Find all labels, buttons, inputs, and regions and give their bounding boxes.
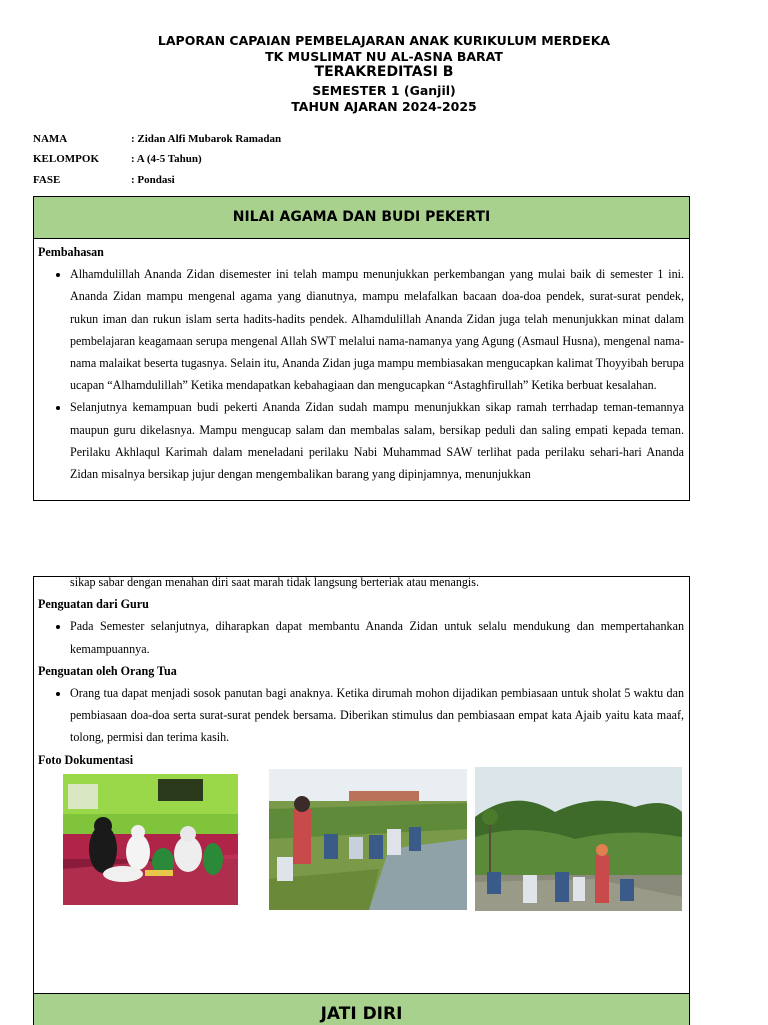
guru-item: • Pada Semester selanjutnya, diharapkan dapat membantu Ananda Zidan untuk selalu mendukung dan mempertahankan kemampuannya. xyxy=(70,615,684,659)
school-name: TK MUSLIMAT NU AL-ASNA BARAT xyxy=(265,49,503,64)
pembahasan-title: Pembahasan xyxy=(38,245,104,259)
documentation-photo-trees xyxy=(475,767,682,911)
section-agama-box-continued xyxy=(33,576,690,1025)
documentation-photo-classroom xyxy=(63,774,238,905)
guru-list xyxy=(38,615,684,659)
section-heading-jati-diri: JATI DIRI xyxy=(34,993,689,1025)
pembahasan-item: • Selanjutnya kemampuan budi pekerti Ananda Zidan sudah mampu menunjukkan sikap ramah terrhadap teman-temannya maupun guru dikelasnya. Mampu mengucap salam dan membalas salam, bersikap peduli dan saling empati kepada teman. Perilaku Akhlaqul Karimah dalam meneladani perilaku Nabi Muhammad SAW terlihat pada perilaku sehari-hari Ananda Zidan misalnya bersikap jujur dengan mengembalikan barang yang dipinjamnya, menunjukkan xyxy=(70,396,684,485)
report-title: LAPORAN CAPAIAN PEMBELAJARAN ANAK KURIKULUM MERDEKA xyxy=(157,33,611,48)
academic-year: TAHUN AJARAN 2024-2025 xyxy=(291,99,477,114)
ortu-item: • Orang tua dapat menjadi sosok panutan bagi anaknya. Ketika dirumah mohon dijadikan pembiasaan untuk sholat 5 waktu dan pembiasaan doa-doa serta surat-surat pendek bersama. Diberikan stimulus dan pembiasaan empat kata Ajaib yaitu kata maaf, tolong, permisi dan terima kasih. xyxy=(70,682,684,749)
info-label-fase: FASE xyxy=(33,174,61,186)
info-value-fase: : Pondasi xyxy=(131,174,175,186)
ortu-list xyxy=(38,682,684,749)
info-label-nama: NAMA xyxy=(33,133,68,145)
pembahasan-list xyxy=(38,263,684,485)
pembahasan-item: • Alhamdulillah Ananda Zidan disemester ini telah mampu menunjukkan perkembangan yang mulai baik di semester 1 ini. Ananda Zidan mampu mengenal agama yang dianutnya, mampu melafalkan bacaan doa-doa pendek, surat-surat pendek, rukun iman dan rukun islam serta hadits-hadits pendek. Alhamdulillah Ananda Zidan juga telah menunjukkan minat dalam pembelajaran keagamaan serupa mengenal Allah SWT melalui nama-namanya yang Agung (Asmaul Husna), mengenal nama-nama malaikat beserta tugasnya. Selain itu, Ananda Zidan juga mampu membiasakan mengucapkan kalimat Thoyyibah berupa ucapan “Alhamdulillah” Ketika mendapatkan kebahagiaan dan mengucapkan “Astaghfirullah” Ketika berbuat kesalahan. xyxy=(70,263,684,396)
documentation-photo-field xyxy=(269,769,467,910)
accreditation: TERAKREDITASI B xyxy=(314,64,454,80)
section-agama-content-continued xyxy=(34,576,689,771)
info-value-kelompok: : A (4-5 Tahun) xyxy=(131,153,202,165)
photo-gallery xyxy=(34,767,689,912)
section-heading-agama: NILAI AGAMA DAN BUDI PEKERTI xyxy=(34,197,689,239)
pembahasan-continuation: sikap sabar dengan menahan diri saat marah tidak langsung berteriak atau menangis. xyxy=(70,576,480,589)
section-agama-content xyxy=(34,239,689,485)
semester: SEMESTER 1 (Ganjil) xyxy=(312,83,456,98)
ortu-title: Penguatan oleh Orang Tua xyxy=(38,663,177,678)
foto-title: Foto Dokumentasi xyxy=(38,752,134,767)
section-agama-box xyxy=(33,196,690,501)
guru-title: Penguatan dari Guru xyxy=(38,597,149,612)
info-label-kelompok: KELOMPOK xyxy=(33,153,99,165)
info-value-nama: : Zidan Alfi Mubarok Ramadan xyxy=(131,133,282,145)
